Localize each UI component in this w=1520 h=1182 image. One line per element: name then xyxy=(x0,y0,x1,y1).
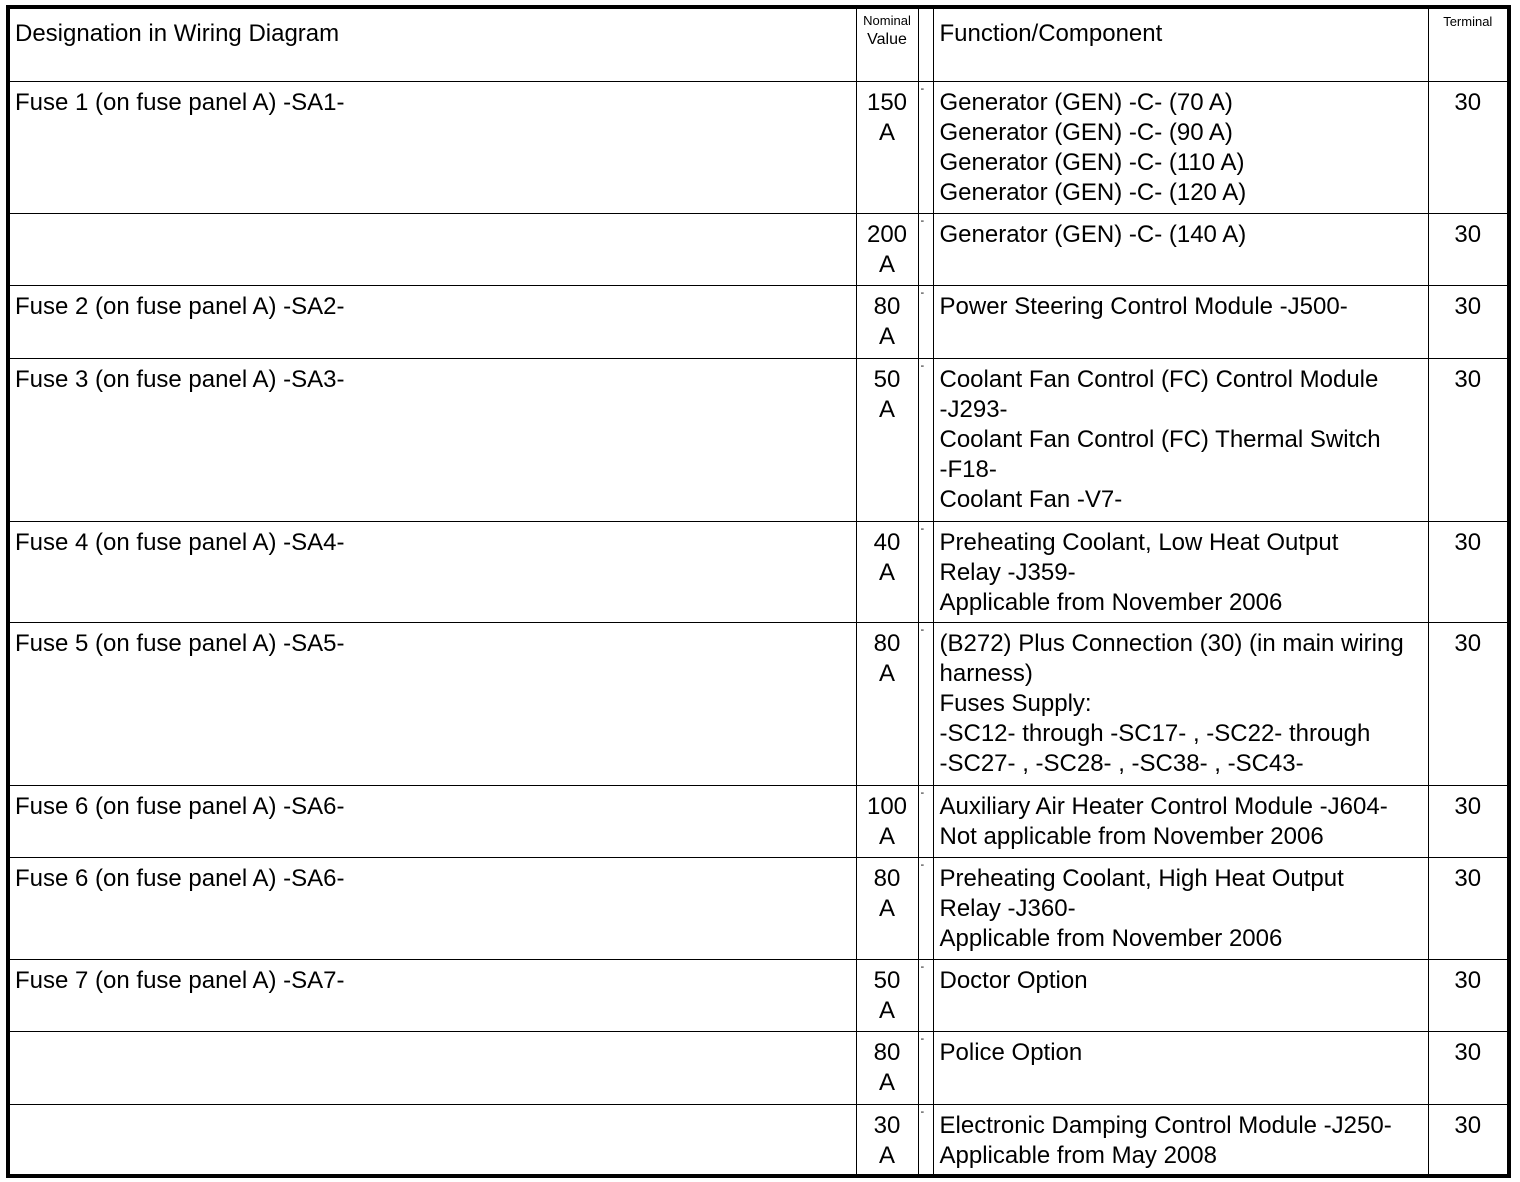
function-line: Coolant Fan -V7- xyxy=(939,485,1123,513)
function-cell xyxy=(933,521,1428,622)
function-line: Generator (GEN) -C- (110 A) xyxy=(939,148,1245,176)
nominal-value-cell xyxy=(856,857,918,959)
function-line: Applicable from November 2006 xyxy=(939,924,1283,952)
designation-cell: Fuse 6 (on fuse panel A) -SA6- xyxy=(8,785,856,857)
nominal-value-cell xyxy=(856,959,918,1031)
function-line: Generator (GEN) -C- (140 A) xyxy=(939,220,1247,248)
function-line: Generator (GEN) -C- (120 A) xyxy=(939,178,1247,206)
nominal-value: 80 xyxy=(873,1038,901,1066)
header-designation: Designation in Wiring Diagram xyxy=(8,7,856,81)
table-row xyxy=(8,857,1509,959)
designation-cell: Fuse 3 (on fuse panel A) -SA3- xyxy=(8,358,856,521)
nominal-value-cell xyxy=(856,81,918,213)
nominal-value-cell xyxy=(856,285,918,358)
nominal-value-cell xyxy=(856,521,918,622)
dash-mark: - xyxy=(920,858,925,871)
nominal-unit: A xyxy=(878,322,895,350)
terminal-cell: 30 xyxy=(1428,622,1509,785)
nominal-value: 40 xyxy=(873,528,901,556)
designation-cell: Fuse 5 (on fuse panel A) -SA5- xyxy=(8,622,856,785)
terminal-cell: 30 xyxy=(1428,785,1509,857)
table-row xyxy=(8,81,1509,213)
terminal-cell: 30 xyxy=(1428,1031,1509,1104)
nominal-value: 80 xyxy=(873,629,901,657)
function-line: Not applicable from November 2006 xyxy=(939,822,1324,850)
function-line: -SC12- through -SC17- , -SC22- through xyxy=(939,719,1371,747)
designation-cell xyxy=(8,1104,856,1176)
nominal-unit: A xyxy=(878,996,895,1024)
function-line: Generator (GEN) -C- (90 A) xyxy=(939,118,1233,146)
nominal-value-cell xyxy=(856,213,918,285)
designation-cell: Fuse 1 (on fuse panel A) -SA1- xyxy=(8,81,856,213)
header-nominal-value xyxy=(856,7,918,81)
dash-mark: - xyxy=(920,623,925,636)
function-line: Fuses Supply: xyxy=(939,689,1092,717)
nominal-unit: A xyxy=(878,1068,895,1096)
nominal-value-cell xyxy=(856,1031,918,1104)
nominal-value: 30 xyxy=(873,1111,901,1139)
table-header-row xyxy=(8,7,1509,81)
table-row xyxy=(8,1031,1509,1104)
terminal-cell: 30 xyxy=(1428,358,1509,521)
function-cell xyxy=(933,622,1428,785)
designation-cell: Fuse 2 (on fuse panel A) -SA2- xyxy=(8,285,856,358)
function-cell xyxy=(933,285,1428,358)
spacer-cell xyxy=(918,785,933,857)
function-line: Power Steering Control Module -J500- xyxy=(939,292,1348,320)
table-row xyxy=(8,213,1509,285)
function-cell xyxy=(933,857,1428,959)
dash-mark: - xyxy=(920,1032,925,1045)
spacer-cell xyxy=(918,285,933,358)
nominal-value: 50 xyxy=(873,966,901,994)
header-function: Function/Component xyxy=(933,7,1428,81)
function-line: Auxiliary Air Heater Control Module -J604- xyxy=(939,792,1388,820)
dash-mark: - xyxy=(920,960,925,973)
function-cell xyxy=(933,81,1428,213)
table-row xyxy=(8,358,1509,521)
function-line: Coolant Fan Control (FC) Thermal Switch xyxy=(939,425,1381,453)
terminal-cell: 30 xyxy=(1428,81,1509,213)
table-row xyxy=(8,285,1509,358)
function-line: Applicable from May 2008 xyxy=(939,1141,1217,1169)
nominal-unit: A xyxy=(878,659,895,687)
table-row xyxy=(8,521,1509,622)
nominal-value-cell xyxy=(856,785,918,857)
function-line: -F18- xyxy=(939,455,997,483)
spacer-cell xyxy=(918,1104,933,1176)
function-line: -SC27- , -SC28- , -SC38- , -SC43- xyxy=(939,749,1304,777)
nominal-value: 50 xyxy=(873,365,901,393)
table-row xyxy=(8,622,1509,785)
designation-cell: Fuse 7 (on fuse panel A) -SA7- xyxy=(8,959,856,1031)
nominal-unit: A xyxy=(878,822,895,850)
nominal-unit: A xyxy=(878,558,895,586)
designation-cell xyxy=(8,1031,856,1104)
header-nominal-line2: Value xyxy=(867,31,907,48)
nominal-value-cell xyxy=(856,358,918,521)
dash-mark: - xyxy=(920,359,925,372)
nominal-value: 80 xyxy=(873,864,901,892)
dash-mark: - xyxy=(920,522,925,535)
nominal-value: 200 xyxy=(866,220,908,248)
function-line: Generator (GEN) -C- (70 A) xyxy=(939,88,1233,116)
spacer-cell xyxy=(918,521,933,622)
designation-cell xyxy=(8,213,856,285)
nominal-value-cell xyxy=(856,622,918,785)
dash-mark: - xyxy=(920,214,925,227)
fuse-table xyxy=(6,5,1511,1178)
nominal-value: 150 xyxy=(866,88,908,116)
spacer-cell xyxy=(918,1031,933,1104)
spacer-cell xyxy=(918,622,933,785)
function-line: Preheating Coolant, High Heat Output xyxy=(939,864,1344,892)
nominal-unit: A xyxy=(878,250,895,278)
designation-cell: Fuse 6 (on fuse panel A) -SA6- xyxy=(8,857,856,959)
function-cell xyxy=(933,358,1428,521)
nominal-value-cell xyxy=(856,1104,918,1176)
terminal-cell: 30 xyxy=(1428,857,1509,959)
function-line: Applicable from November 2006 xyxy=(939,588,1283,616)
nominal-unit: A xyxy=(878,1141,895,1169)
spacer-cell xyxy=(918,959,933,1031)
function-line: Relay -J360- xyxy=(939,894,1076,922)
spacer-cell xyxy=(918,358,933,521)
terminal-cell: 30 xyxy=(1428,285,1509,358)
dash-mark: - xyxy=(920,82,925,95)
nominal-value: 100 xyxy=(866,792,908,820)
designation-cell: Fuse 4 (on fuse panel A) -SA4- xyxy=(8,521,856,622)
dash-mark: - xyxy=(920,786,925,799)
function-line: Preheating Coolant, Low Heat Output xyxy=(939,528,1339,556)
function-cell xyxy=(933,785,1428,857)
terminal-cell: 30 xyxy=(1428,1104,1509,1176)
dash-mark: - xyxy=(920,286,925,299)
table-row xyxy=(8,1104,1509,1176)
spacer-cell xyxy=(918,213,933,285)
table-row xyxy=(8,785,1509,857)
function-cell xyxy=(933,1031,1428,1104)
function-line: Electronic Damping Control Module -J250- xyxy=(939,1111,1392,1139)
function-cell xyxy=(933,213,1428,285)
terminal-cell: 30 xyxy=(1428,213,1509,285)
function-line: (B272) Plus Connection (30) (in main wiring xyxy=(939,629,1404,657)
function-line: Police Option xyxy=(939,1038,1083,1066)
nominal-value: 80 xyxy=(873,292,901,320)
table-row xyxy=(8,959,1509,1031)
function-line: -J293- xyxy=(939,395,1008,423)
function-line: Doctor Option xyxy=(939,966,1088,994)
header-nominal-line1: Nominal xyxy=(863,13,911,28)
function-cell xyxy=(933,1104,1428,1176)
function-cell xyxy=(933,959,1428,1031)
nominal-unit: A xyxy=(878,118,895,146)
terminal-cell: 30 xyxy=(1428,959,1509,1031)
function-line: Coolant Fan Control (FC) Control Module xyxy=(939,365,1379,393)
header-spacer xyxy=(918,7,933,81)
function-line: harness) xyxy=(939,659,1033,687)
terminal-cell: 30 xyxy=(1428,521,1509,622)
dash-mark: - xyxy=(920,1105,925,1118)
nominal-unit: A xyxy=(878,395,895,423)
header-terminal: Terminal xyxy=(1428,7,1509,81)
spacer-cell xyxy=(918,81,933,213)
nominal-unit: A xyxy=(878,894,895,922)
function-line: Relay -J359- xyxy=(939,558,1076,586)
spacer-cell xyxy=(918,857,933,959)
